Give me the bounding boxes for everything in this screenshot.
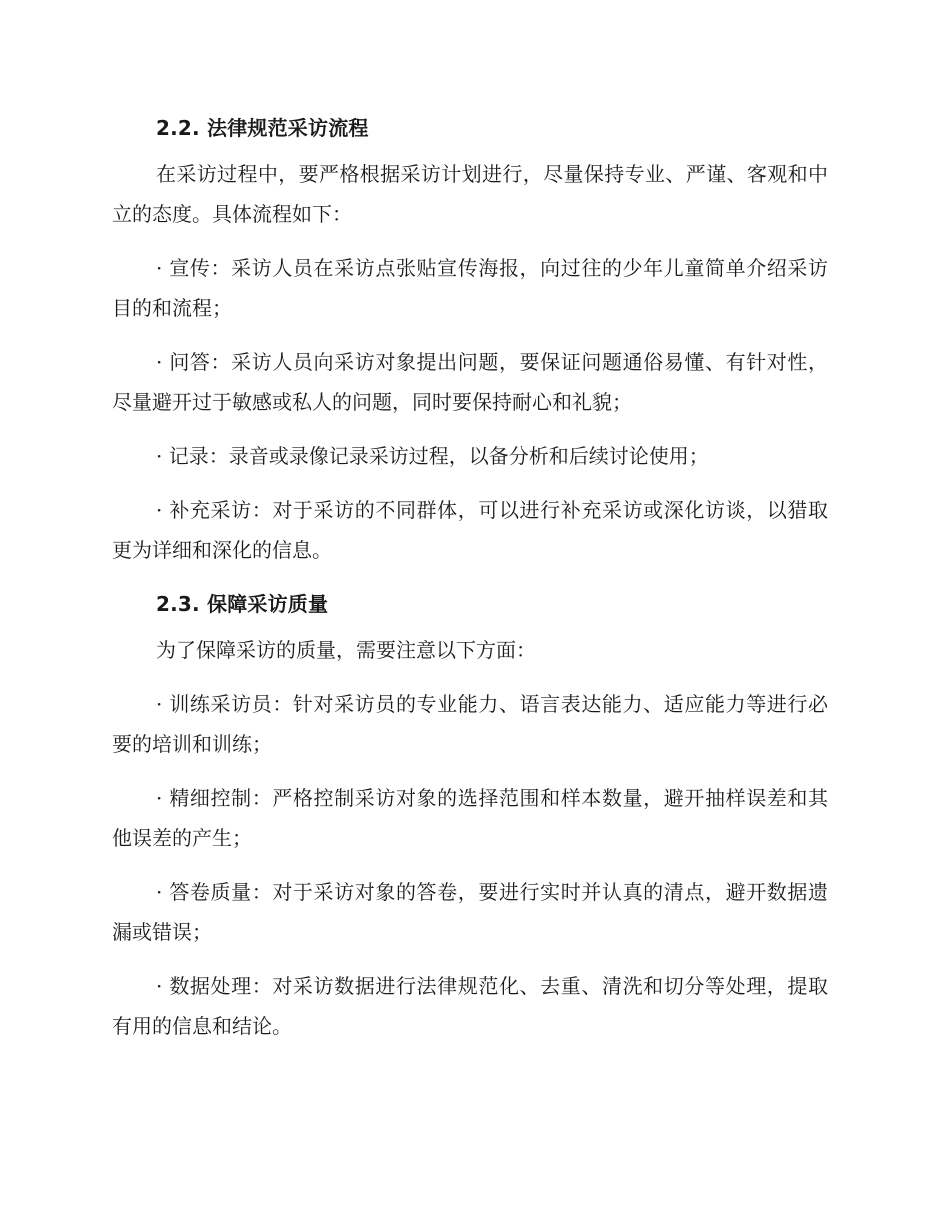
section-heading-2-2: 2.2. 法律规范采访流程: [156, 116, 369, 140]
document-body: [112, 108, 828, 1046]
section-intro: 为了保障采访的质量，需要注意以下方面：: [156, 638, 536, 662]
list-item-answer-quality: · 答卷质量：对于采访对象的答卷，要进行实时并认真的清点，避开数据遗漏或错误；: [112, 880, 828, 944]
list-item-data-processing: · 数据处理：对采访数据进行法律规范化、去重、清洗和切分等处理，提取有用的信息和结论。: [112, 974, 828, 1038]
list-item-qa: · 问答：采访人员向采访对象提出问题，要保证问题通俗易懂、有针对性，尽量避开过于敏感或私人的问题，同时要保持耐心和礼貌；: [112, 350, 828, 414]
list-item-publicity: · 宣传：采访人员在采访点张贴宣传海报，向过往的少年儿童简单介绍采访目的和流程；: [112, 256, 828, 320]
list-item-control: · 精细控制：严格控制采访对象的选择范围和样本数量，避开抽样误差和其他误差的产生；: [112, 786, 828, 850]
list-item-train: · 训练采访员：针对采访员的专业能力、语言表达能力、适应能力等进行必要的培训和训练；: [112, 692, 828, 756]
section-intro: 在采访过程中，要严格根据采访计划进行，尽量保持专业、严谨、客观和中立的态度。具体流程如下：: [112, 162, 828, 226]
list-item-record: · 记录：录音或录像记录采访过程，以备分析和后续讨论使用；: [156, 444, 709, 468]
section-heading-2-3: 2.3. 保障采访质量: [156, 592, 329, 616]
list-item-supplementary: · 补充采访：对于采访的不同群体，可以进行补充采访或深化访谈，以猎取更为详细和深化的信息。: [112, 498, 828, 562]
